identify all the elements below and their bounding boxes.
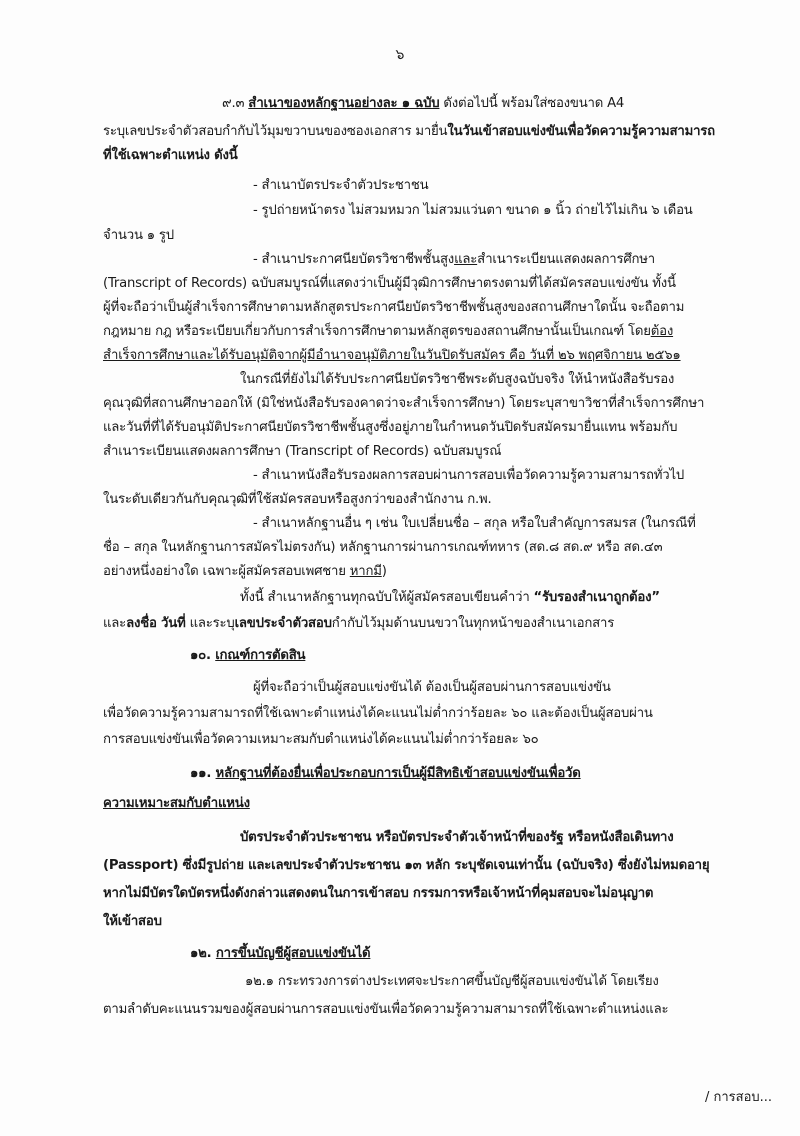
bold-text: ลงชื่อ วันที่: [126, 616, 186, 631]
text: - สำเนาประกาศนียบัตรวิชาชีพชั้นสูง: [253, 252, 455, 267]
section-number: ๑๑.: [190, 766, 216, 781]
paragraph-line: การสอบแข่งขันเพื่อวัดความเหมาะสมกับตำแหน่งได้คะแนนไม่ต่ำกว่าร้อยละ ๖๐: [103, 732, 539, 747]
text: และ: [103, 616, 127, 631]
section-number: ๙.๓: [222, 96, 249, 111]
paragraph-line: เพื่อวัดความรู้ความสามารถที่ใช้เฉพาะตำแหน่งได้คะแนนไม่ต่ำกว่าร้อยละ ๖๐ และต้องเป็นผู้สอบผ่าน: [103, 706, 653, 721]
text: กฎหมาย กฎ หรือระเบียบเกี่ยวกับการสำเร็จการศึกษาตามหลักสูตรของสถานศึกษานั้นเป็นเกณฑ์ โดย: [103, 324, 651, 339]
paragraph-line: [103, 562, 387, 582]
paragraph-line: บัตรประจำตัวประชาชน หรือบัตรประจำตัวเจ้าหน้าที่ของรัฐ หรือหนังสือเดินทาง: [240, 830, 674, 845]
paragraph-line: หากไม่มีบัตรใดบัตรหนึ่งดังกล่าวแสดงตนในการเข้าสอบ กรรมการหรือเจ้าหน้าที่คุมสอบจะไม่อนุญาต: [103, 886, 654, 901]
section-title: เกณฑ์การตัดสิน: [215, 648, 306, 663]
section-12-heading: [190, 944, 370, 964]
section-text: ดังต่อไปนี้ พร้อมใส่ซองขนาด A4: [439, 96, 625, 111]
paragraph-line: และวันที่ที่ได้รับอนุมัติประกาศนียบัตรวิชาชีพชั้นสูงซึ่งอยู่ภายในกำหนดวันปิดรับสมัครมายื่นแทน พร้อมกับ: [103, 420, 678, 435]
text: ระบุเลขประจำตัวสอบกำกับไว้มุมขวาบนของซองเอกสาร มายื่น: [103, 124, 448, 139]
section-number: ๑๒.: [190, 946, 216, 961]
text: ): [381, 564, 387, 579]
paragraph-line: [103, 614, 614, 634]
paragraph-line: ให้เข้าสอบ: [103, 914, 162, 929]
paragraph-line: ในกรณีที่ยังไม่ได้รับประกาศนียบัตรวิชาชีพระดับสูงฉบับจริง ให้นำหนังสือรับรอง: [240, 372, 675, 387]
bold-text: ในวันเข้าสอบแข่งขันเพื่อวัดความรู้ความสามารถ: [447, 124, 715, 139]
list-item: - สำเนาหลักฐานอื่น ๆ เช่น ใบเปลี่ยนชื่อ – สกุล หรือใบสำคัญการสมรส (ในกรณีที่: [253, 516, 696, 531]
text: และระบุ: [185, 616, 235, 631]
paragraph-line: ชื่อ – สกุล ในหลักฐานการสมัครไม่ตรงกัน) หลักฐานการผ่านการเกณฑ์ทหาร (สด.๘ สด.๙ หรือ สด.๔๓: [103, 540, 663, 555]
text: กำกับไว้มุมด้านบนขวาในทุกหน้าของสำเนาเอกสาร: [331, 616, 615, 631]
paragraph-line: (Passport) ซึ่งมีรูปถ่าย และเลขประจำตัวประชาชน ๑๓ หลัก ระบุชัดเจนเท่านั้น (ฉบับจริง) ซึ่งยังไม่หมดอายุ: [103, 858, 710, 873]
paragraph-line: คุณวุฒิที่สถานศึกษาออกให้ (มิใช่หนังสือรับรองคาดว่าจะสำเร็จการศึกษา) โดยระบุสาขาวิชาที่สำเร็จการศึกษา: [103, 396, 705, 411]
text: สำเนาระเบียนแสดงผลการศึกษา: [477, 252, 655, 267]
list-item: - สำเนาบัตรประจำตัวประชาชน: [253, 178, 429, 193]
paragraph-line: ตามลำดับคะแนนรวมของผู้สอบผ่านการสอบแข่งขันเพื่อวัดความรู้ความสามารถที่ใช้เฉพาะตำแหน่งและ: [103, 1002, 669, 1017]
list-item: [253, 250, 655, 270]
paragraph-line: [103, 122, 715, 142]
paragraph-line: [240, 588, 660, 608]
bold-text: เลขประจำตัวสอบ: [234, 616, 332, 631]
page-number: ๖: [395, 47, 405, 63]
paragraph-line: [103, 322, 673, 342]
bold-text: “รับรองสำเนาถูกต้อง”: [533, 590, 660, 605]
section-9-3-heading: [222, 94, 624, 114]
paragraph-line: ที่ใช้เฉพาะตำแหน่ง ดังนี้: [103, 148, 238, 163]
page-continuation-footer: / การสอบ...: [705, 1090, 773, 1105]
paragraph-line: ผู้ที่จะถือว่าเป็นผู้สำเร็จการศึกษาตามหลักสูตรประกาศนียบัตรวิชาชีพชั้นสูงของสถานศึกษาใดนั้น จะถือตาม: [103, 300, 685, 315]
paragraph-line: ๑๒.๑ กระทรวงการต่างประเทศจะประกาศขึ้นบัญชีผู้สอบแข่งขันได้ โดยเรียง: [245, 974, 659, 989]
section-title-continued: ความเหมาะสมกับตำแหน่ง: [103, 796, 250, 811]
underlined-text: หากมี: [349, 564, 382, 579]
underlined-text: และ: [454, 252, 478, 267]
paragraph-line: สำเนาระเบียนแสดงผลการศึกษา (Transcript of Records) ฉบับสมบูรณ์: [103, 444, 502, 459]
list-item: - สำเนาหนังสือรับรองผลการสอบผ่านการสอบเพื่อวัดความรู้ความสามารถทั่วไป: [253, 468, 685, 483]
section-number: ๑๐.: [190, 648, 216, 663]
paragraph-line: จำนวน ๑ รูป: [103, 228, 174, 243]
section-title: สำเนาของหลักฐานอย่างละ ๑ ฉบับ: [248, 96, 440, 111]
paragraph-line: สำเร็จการศึกษาและได้รับอนุมัติจากผู้มีอำนาจอนุมัติภายในวันปิดรับสมัคร คือ วันที่ ๒๖ พฤศจิกายน ๒๕๖๑: [103, 348, 681, 363]
text: ทั้งนี้ สำเนาหลักฐานทุกฉบับให้ผู้สมัครสอบเขียนคำว่า: [240, 590, 534, 605]
paragraph-line: (Transcript of Records) ฉบับสมบูรณ์ที่แสดงว่าเป็นผู้มีวุฒิการศึกษาตรงตามที่ได้สมัครสอบแข่งขัน ทั้งนี้: [103, 276, 676, 291]
section-11-heading: [190, 764, 581, 784]
underlined-text: ต้อง: [650, 324, 674, 339]
paragraph-line: ในระดับเดียวกันกับคุณวุฒิที่ใช้สมัครสอบหรือสูงกว่าของสำนักงาน ก.พ.: [103, 492, 492, 507]
section-title: การขึ้นบัญชีผู้สอบแข่งขันได้: [215, 946, 371, 961]
paragraph-line: ผู้ที่จะถือว่าเป็นผู้สอบแข่งขันได้ ต้องเป็นผู้สอบผ่านการสอบแข่งขัน: [253, 680, 611, 695]
list-item: - รูปถ่ายหน้าตรง ไม่สวมหมวก ไม่สวมแว่นตา ขนาด ๑ นิ้ว ถ่ายไว้ไม่เกิน ๖ เดือน: [253, 203, 693, 218]
section-10-heading: [190, 646, 305, 666]
text: อย่างหนึ่งอย่างใด เฉพาะผู้สมัครสอบเพศชาย: [103, 564, 350, 579]
section-title: หลักฐานที่ต้องยื่นเพื่อประกอบการเป็นผู้มีสิทธิเข้าสอบแข่งขันเพื่อวัด: [215, 766, 581, 781]
